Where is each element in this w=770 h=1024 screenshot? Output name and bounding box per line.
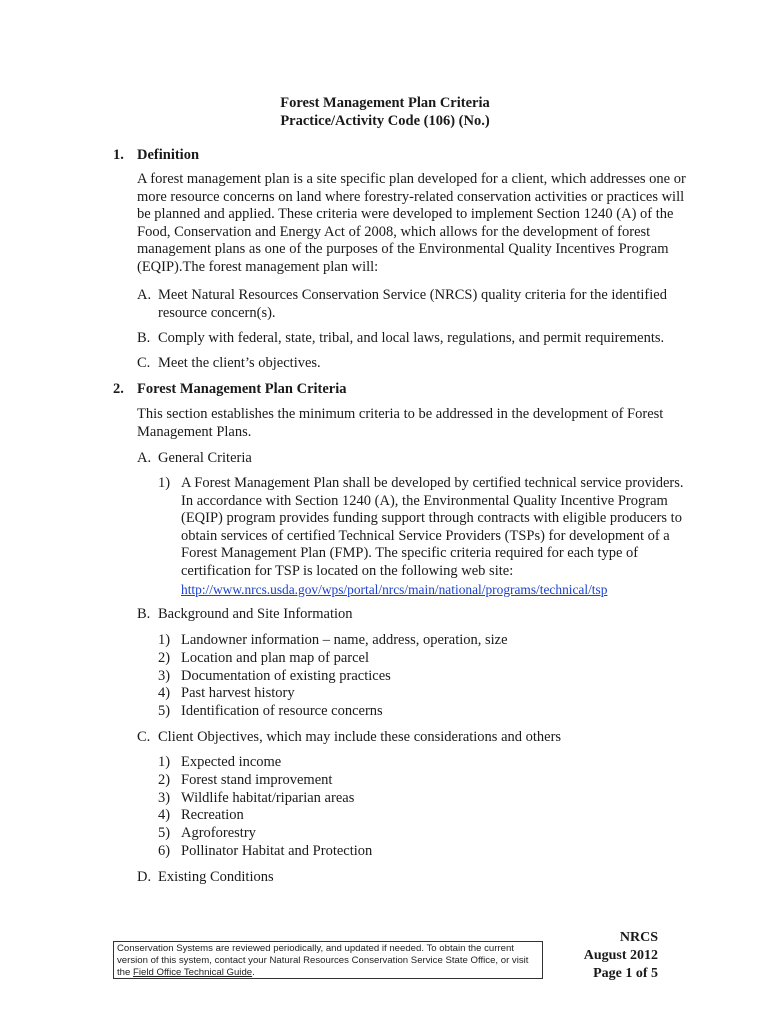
footer-agency: NRCS: [619, 930, 658, 945]
sub-item-2c-2: [158, 772, 698, 790]
list-item-text: Comply with federal, state, tribal, and local laws, regulations, and permit requirements.: [158, 330, 665, 346]
sub-item-text: Recreation: [181, 807, 244, 823]
list-item-text: Existing Conditions: [158, 869, 274, 885]
list-item-text: Background and Site Information: [158, 606, 353, 622]
sub-item-2c-1: [158, 754, 698, 772]
sub-item-text: Forest stand improvement: [181, 772, 333, 788]
list-item-text: Meet Natural Resources Conservation Service (NRCS) quality criteria for the identified resource concern(s).: [158, 287, 667, 321]
sub-item-text: Pollinator Habitat and Protection: [181, 843, 373, 859]
sub-item-text: Past harvest history: [181, 685, 295, 701]
document-subtitle: Practice/Activity Code (106) (No.): [280, 113, 490, 129]
sub-item-2b-4: [158, 685, 698, 703]
section-2-number: 2.: [113, 381, 124, 397]
section-1-heading: [113, 146, 199, 164]
page-number: Page 1 of 5: [593, 966, 658, 981]
sub-item-text: [181, 475, 698, 599]
list-item-label: B.: [137, 606, 151, 622]
list-item-label: B.: [137, 330, 151, 346]
sub-item-label: 6): [158, 843, 171, 859]
sub-item-2b-5: [158, 703, 698, 721]
tsp-link[interactable]: http://www.nrcs.usda.gov/wps/portal/nrcs/main/national/programs/technical/tsp: [181, 581, 608, 597]
sub-item-label: 1): [158, 475, 171, 491]
sub-item-label: 1): [158, 632, 171, 648]
sub-item-label: 4): [158, 807, 171, 823]
sub-item-label: 4): [158, 685, 171, 701]
list-item-1c: [137, 355, 697, 373]
sub-item-text: Location and plan map of parcel: [181, 650, 370, 666]
sub-item-label: 5): [158, 825, 171, 841]
footer-notice-text: Conservation Systems are reviewed periodically, and updated if needed. To obtain the current version of this system, contact your Natural Resources Conservation Service State Office, or visit the: [117, 943, 529, 979]
document-title: Forest Management Plan Criteria: [280, 95, 490, 111]
list-item-2b: [137, 606, 697, 624]
list-item-2d: [137, 869, 697, 887]
footer-notice: [113, 941, 543, 979]
sub-item-2c-5: [158, 825, 698, 843]
sub-item-2b-1: [158, 632, 698, 650]
sub-item-2c-4: [158, 807, 698, 825]
list-item-label: A.: [137, 450, 152, 466]
sub-item-text: Documentation of existing practices: [181, 668, 391, 684]
list-item-label: D.: [137, 869, 152, 885]
sub-item-text: Expected income: [181, 754, 282, 770]
footer-date: August 2012: [583, 948, 658, 963]
sub-item-text: Identification of resource concerns: [181, 703, 383, 719]
sub-item-text: Landowner information – name, address, operation, size: [181, 632, 508, 648]
section-1-paragraph: A forest management plan is a site specific plan developed for a client, which addresses one or more resource concerns on land where forestry-related conservation activities or practices will be planned and applied. These criteria were developed to implement Section 1240 (A) of the Food, Conservation and Energy Act of 2008, which allows for the development of forest management plans as one of the purposes of the Environmental Quality Incentives Program (EQIP).The forest management plan will:: [137, 171, 686, 275]
list-item-text: Meet the client’s objectives.: [158, 355, 321, 371]
list-item-label: A.: [137, 287, 152, 303]
sub-item-2b-2: [158, 650, 698, 668]
tsp-description: A Forest Management Plan shall be developed by certified technical service providers. In accordance with Section 1240 (A), the Environmental Quality Incentive Program (EQIP) program provides funding support through contracts with eligible producers to obtain services of certified Technical Service Providers (TSPs) for development of a Forest Management Plan (FMP). The specific criteria required for each type of certification for TSP is located on the following web site:: [181, 475, 684, 579]
list-item-text: General Criteria: [158, 450, 252, 466]
section-2-paragraph: This section establishes the minimum criteria to be addressed in the development of Forest Management Plans.: [137, 406, 664, 440]
list-item-text: Client Objectives, which may include these considerations and others: [158, 729, 562, 745]
sub-item-label: 1): [158, 754, 171, 770]
sub-item-label: 5): [158, 703, 171, 719]
sub-item-2c-6: [158, 843, 698, 861]
sub-item-2a-1: [158, 475, 698, 599]
list-item-2a: [137, 450, 697, 468]
sub-item-text: Agroforestry: [181, 825, 256, 841]
sub-item-label: 3): [158, 668, 171, 684]
list-item-1b: [137, 330, 697, 348]
sub-item-2c-3: [158, 790, 698, 808]
section-1-number: 1.: [113, 147, 124, 163]
fotg-link[interactable]: Field Office Technical Guide: [133, 967, 253, 979]
list-item-1a: [137, 287, 697, 322]
list-item-label: C.: [137, 729, 151, 745]
list-item-label: C.: [137, 355, 151, 371]
sub-item-label: 2): [158, 772, 171, 788]
sub-item-text: Wildlife habitat/riparian areas: [181, 790, 355, 806]
section-2-title: Forest Management Plan Criteria: [137, 381, 347, 397]
sub-item-label: 3): [158, 790, 171, 806]
list-item-2c: [137, 729, 697, 747]
sub-item-2b-3: [158, 668, 698, 686]
footer-notice-end: .: [252, 967, 255, 979]
section-2-heading: [113, 380, 347, 398]
sub-item-label: 2): [158, 650, 171, 666]
footer-info: [560, 929, 658, 983]
section-1-title: Definition: [137, 147, 200, 163]
